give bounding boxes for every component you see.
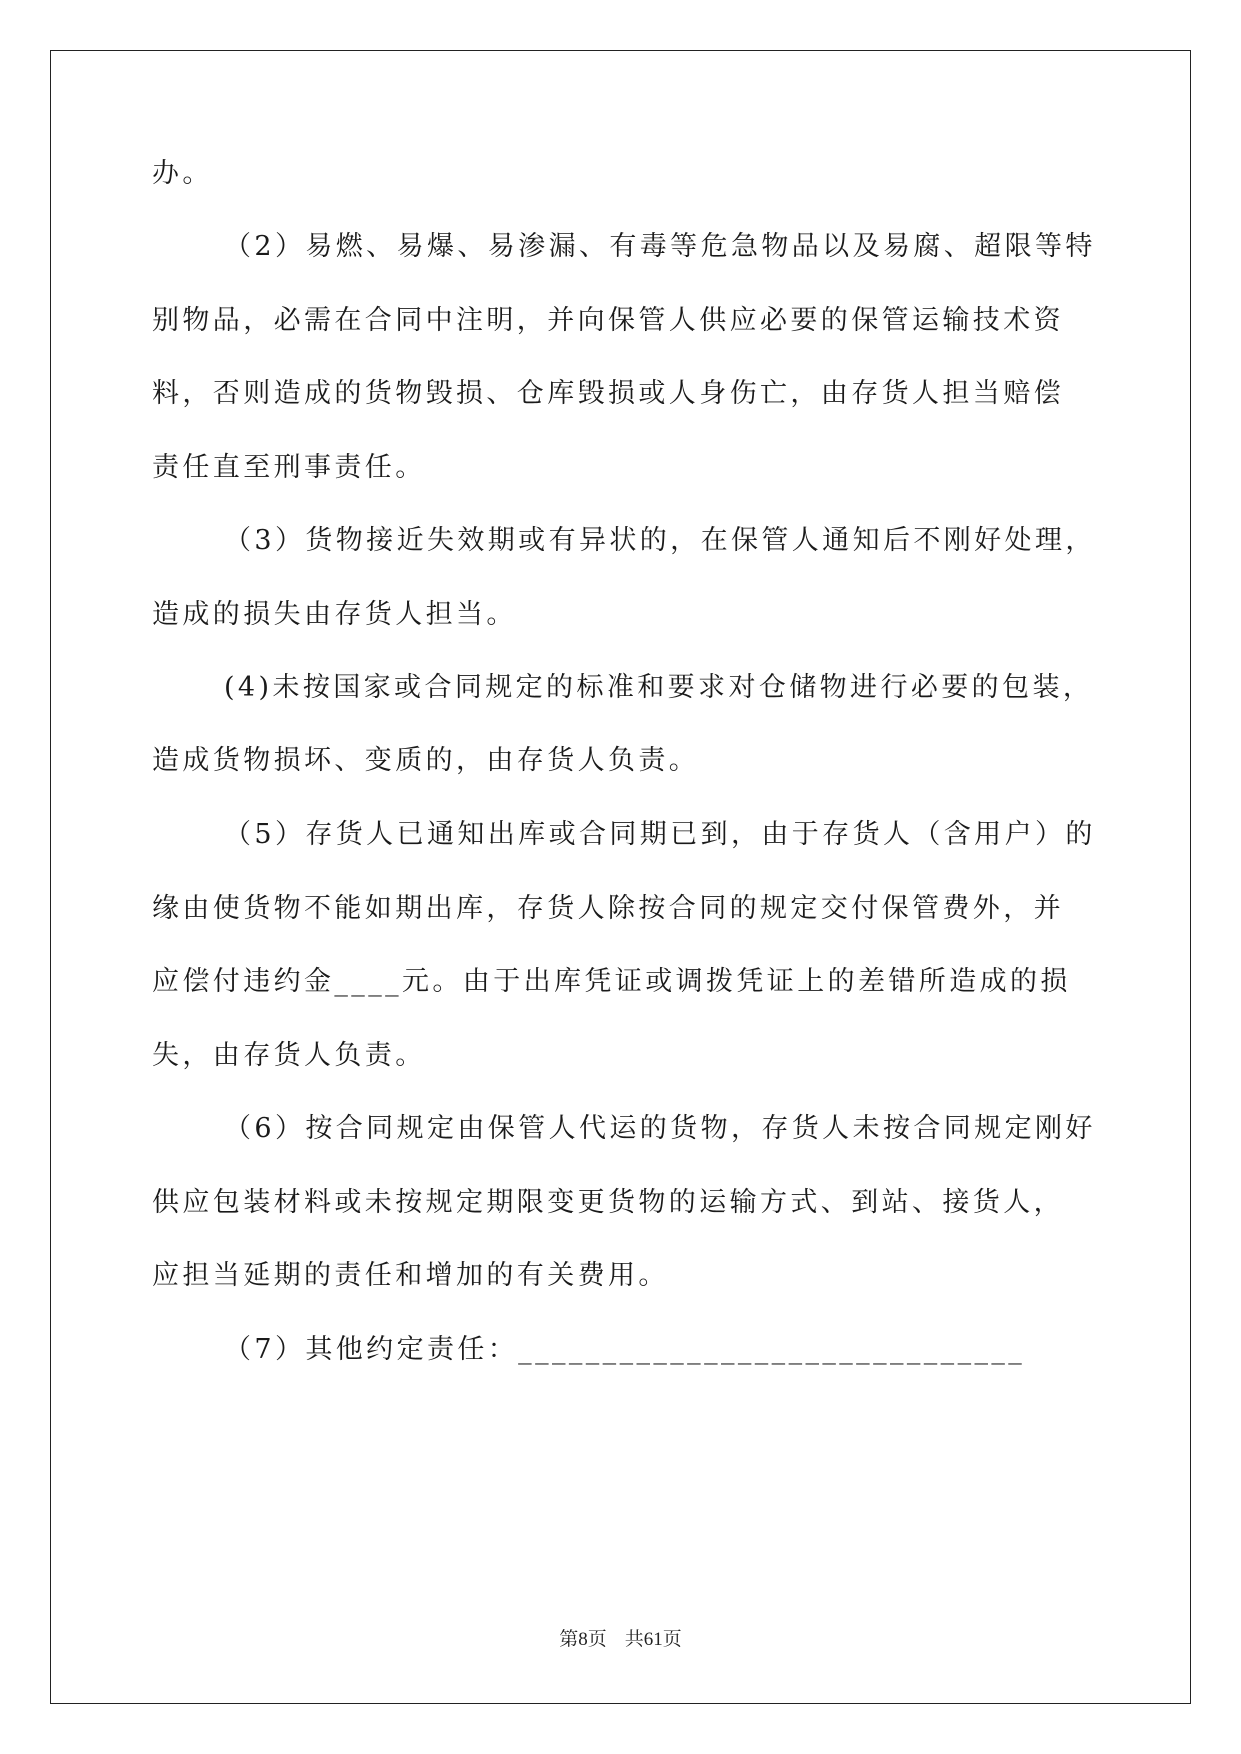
text-line: (4)未按国家或合同规定的标准和要求对仓储物进行必要的包装， — [224, 672, 1094, 703]
text-line: 应担当延期的责任和增加的有关费用。 — [152, 1260, 669, 1291]
text-line: （2）易燃、易爆、易渗漏、有毒等危急物品以及易腐、超限等特 — [224, 231, 1096, 262]
page-footer — [0, 1624, 1241, 1651]
text-line: 造成的损失由存货人担当。 — [152, 599, 517, 630]
text-line: 造成货物损坏、变质的，由存货人负责。 — [152, 745, 700, 776]
text-line: 料，否则造成的货物毁损、仓库毁损或人身伤亡，由存货人担当赔偿 — [152, 378, 1064, 409]
text-line: 办。 — [152, 158, 213, 189]
page-total: 共61页 — [624, 1629, 682, 1650]
text-line: （3）货物接近失效期或有异状的，在保管人通知后不刚好处理， — [224, 525, 1096, 556]
text-line: 失，由存货人负责。 — [152, 1040, 426, 1071]
text-line: 应偿付违约金____元。由于出库凭证或调拨凭证上的差错所造成的损 — [152, 966, 1071, 997]
text-line: 供应包装材料或未按规定期限变更货物的运输方式、到站、接货人， — [152, 1187, 1064, 1218]
text-line: 责任直至刑事责任。 — [152, 452, 426, 483]
page-number: 第8页 — [559, 1629, 607, 1650]
text-line: 别物品，必需在合同中注明，并向保管人供应必要的保管运输技术资 — [152, 305, 1064, 336]
text-line: 缘由使货物不能如期出库，存货人除按合同的规定交付保管费外，并 — [152, 893, 1064, 924]
page-frame — [50, 50, 1191, 1704]
text-line: （6）按合同规定由保管人代运的货物，存货人未按合同规定刚好 — [224, 1113, 1096, 1144]
text-line: （5）存货人已通知出库或合同期已到，由于存货人（含用户）的 — [224, 819, 1096, 850]
text-line: （7）其他约定责任：______________________________ — [224, 1334, 1026, 1365]
